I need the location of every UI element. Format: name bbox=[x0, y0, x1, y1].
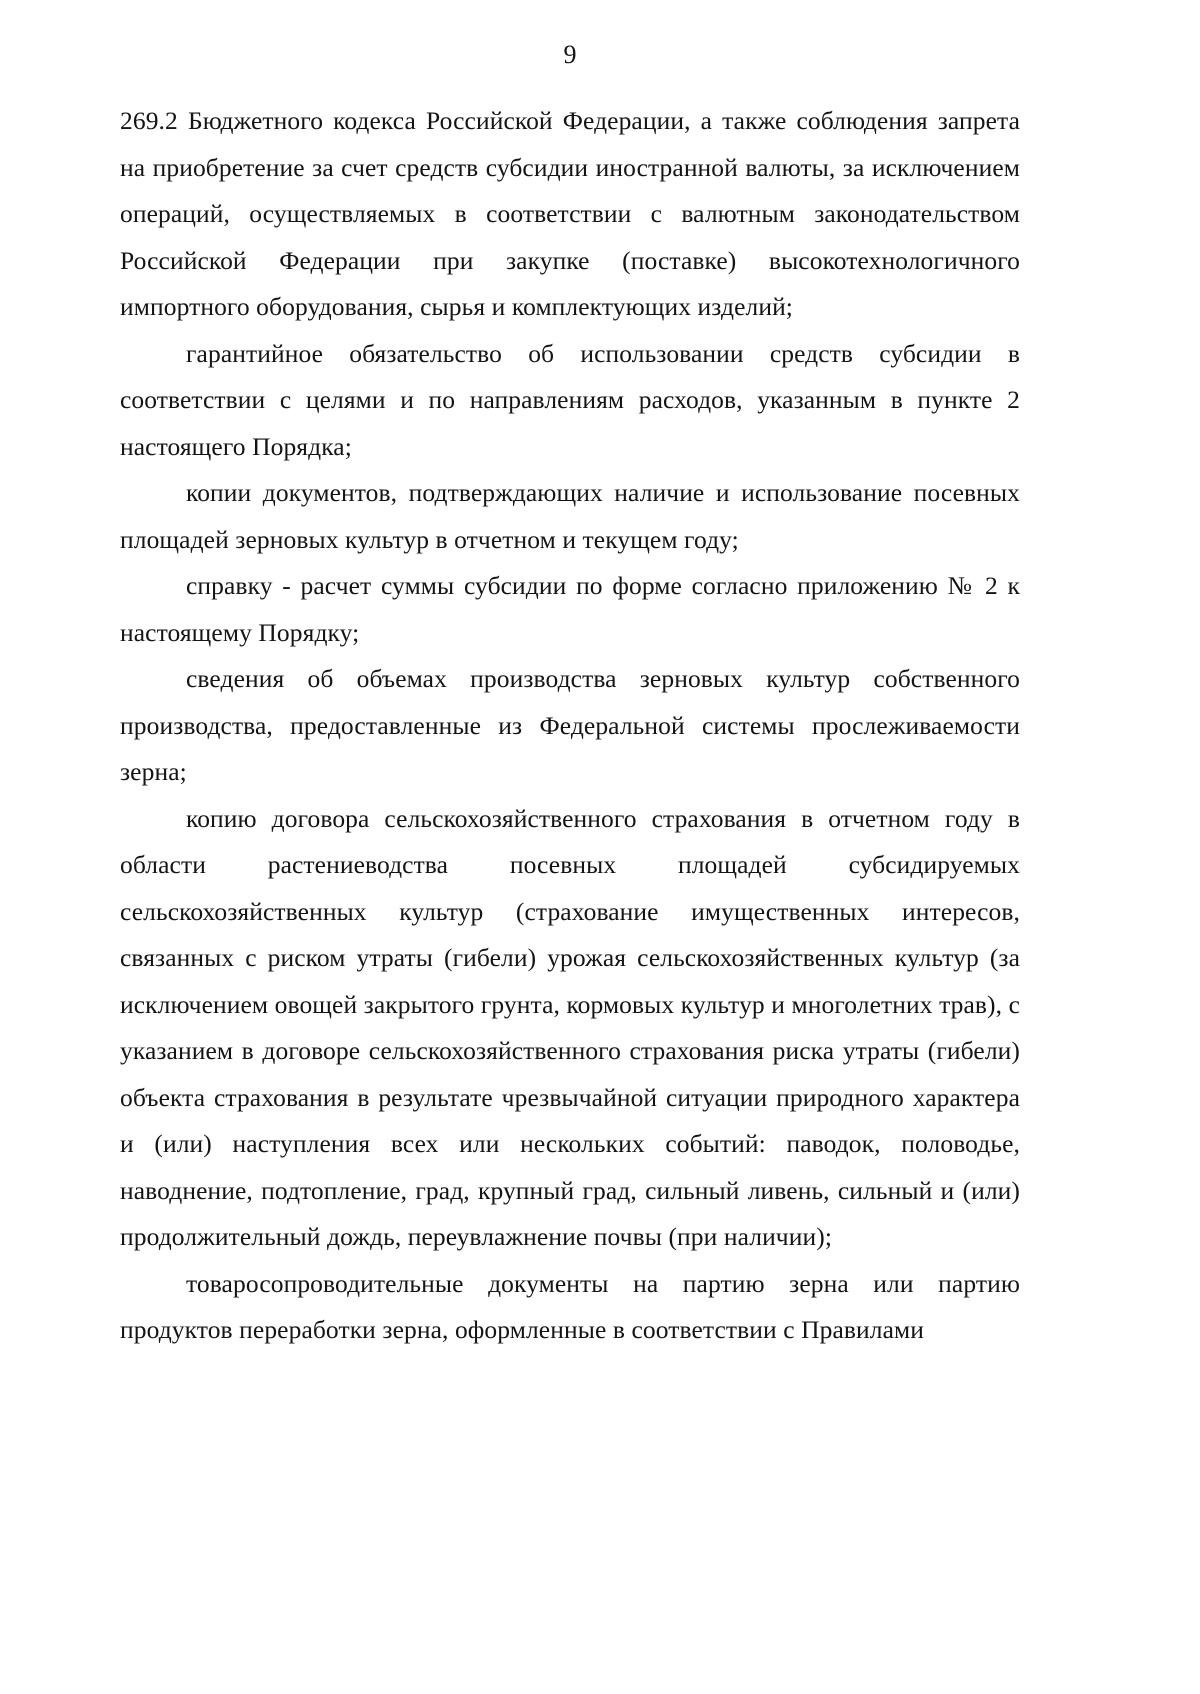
paragraph-sown-area-documents: копии документов, подтверждающих наличие и использование посевных площадей зерновых культур в отчетном и текущем году; bbox=[120, 478, 1020, 554]
paragraph-insurance-contract: копию договора сельскохозяйственного страхования в отчетном году в области растениеводства посевных площадей субсидируемых сельскохозяйственных культур (страхование имущественных интересов, связанных с риском утраты (гибели) урожая сельскохозяйственных культур (за исключением овощей закрытого грунта, кормовых культур и многолетних трав), с указанием в договоре сельскохозяйственного страхования риска утраты (гибели) объекта страхования в результате чрезвычайной ситуации природного характера и (или) наступления всех или нескольких событий: паводок, половодье, наводнение, подтопление, град, крупный град, сильный ливень, сильный и (или) продолжительный дождь, переувлажнение почвы (при наличии); bbox=[120, 803, 1020, 1251]
document-body bbox=[120, 98, 1020, 1354]
paragraph-subsidy-calculation: справку - расчет суммы субсидии по форме согласно приложению № 2 к настоящему Порядку; bbox=[120, 571, 1020, 647]
paragraph-continuation: 269.2 Бюджетного кодекса Российской Федерации, а также соблюдения запрета на приобретение за счет средств субсидии иностранной валюты, за исключением операций, осуществляемых в соответствии с валютным законодательством Российской Федерации при закупке (поставке) высокотехнологичного импортного оборудования, сырья и комплектующих изделий; bbox=[120, 106, 1020, 321]
paragraph-production-volumes: сведения об объемах производства зерновых культур собственного производства, предоставленные из Федеральной системы прослеживаемости зерна; bbox=[120, 664, 1020, 786]
paragraph-guarantee-obligation: гарантийное обязательство об использовании средств субсидии в соответствии с целями и по направлениям расходов, указанным в пункте 2 настоящего Порядка; bbox=[120, 338, 1020, 461]
paragraph-shipping-documents: товаросопроводительные документы на партию зерна или партию продуктов переработки зерна, оформленные в соответствии с Правилами bbox=[120, 1268, 1020, 1344]
page-number: 9 bbox=[563, 40, 577, 69]
